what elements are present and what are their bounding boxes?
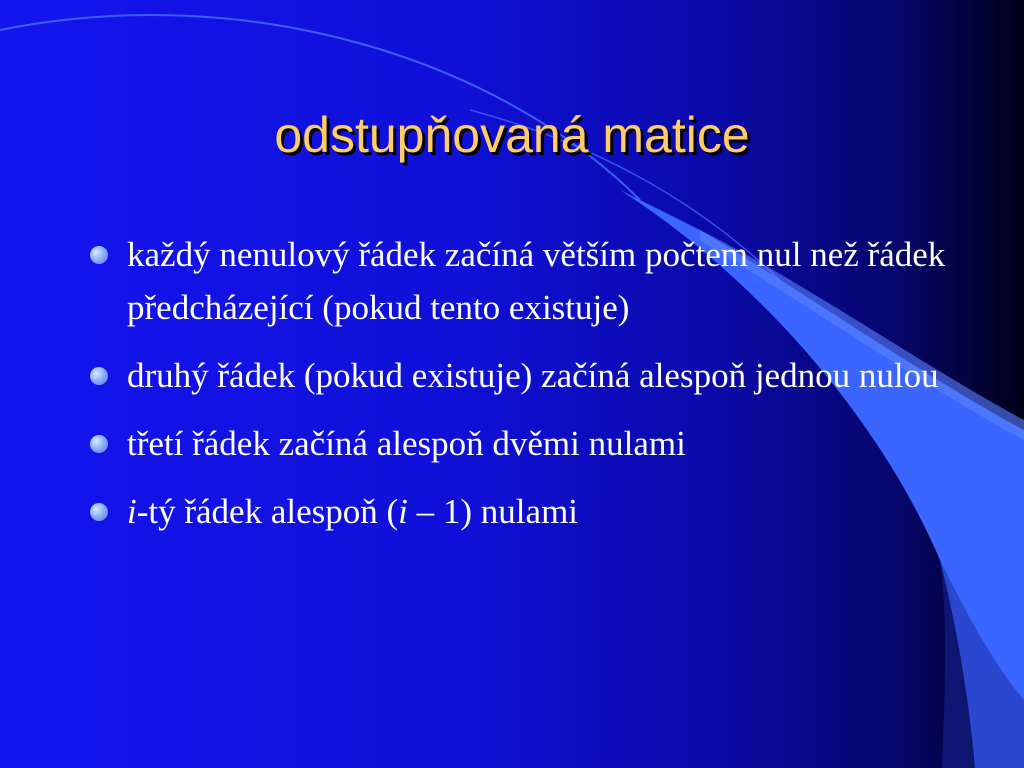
bullet-dot-icon: [90, 503, 108, 521]
bullet-text: každý nenulový řádek začíná větším počtem nul než řádek předcházející (pokud tento existuje): [127, 235, 946, 327]
bullet-list: [90, 228, 950, 553]
bullet-dot-icon: [90, 246, 108, 264]
bullet-text: -tý řádek alespoň (: [136, 492, 399, 531]
bullet-variable: i: [398, 492, 408, 531]
bullet-text: druhý řádek (pokud existuje) začíná alespoň jednou nulou: [127, 356, 939, 395]
bullet-item: [90, 228, 950, 334]
bullet-text: třetí řádek začíná alespoň dvěmi nulami: [127, 424, 686, 463]
bullet-text: – 1) nulami: [407, 492, 579, 531]
bullet-item: [90, 417, 950, 470]
bullet-dot-icon: [90, 367, 108, 385]
slide-title: odstupňovaná matice: [274, 107, 750, 163]
bullet-item: [90, 349, 950, 402]
bullet-dot-icon: [90, 435, 108, 453]
bullet-item: [90, 485, 950, 538]
bullet-variable: i: [127, 492, 137, 531]
